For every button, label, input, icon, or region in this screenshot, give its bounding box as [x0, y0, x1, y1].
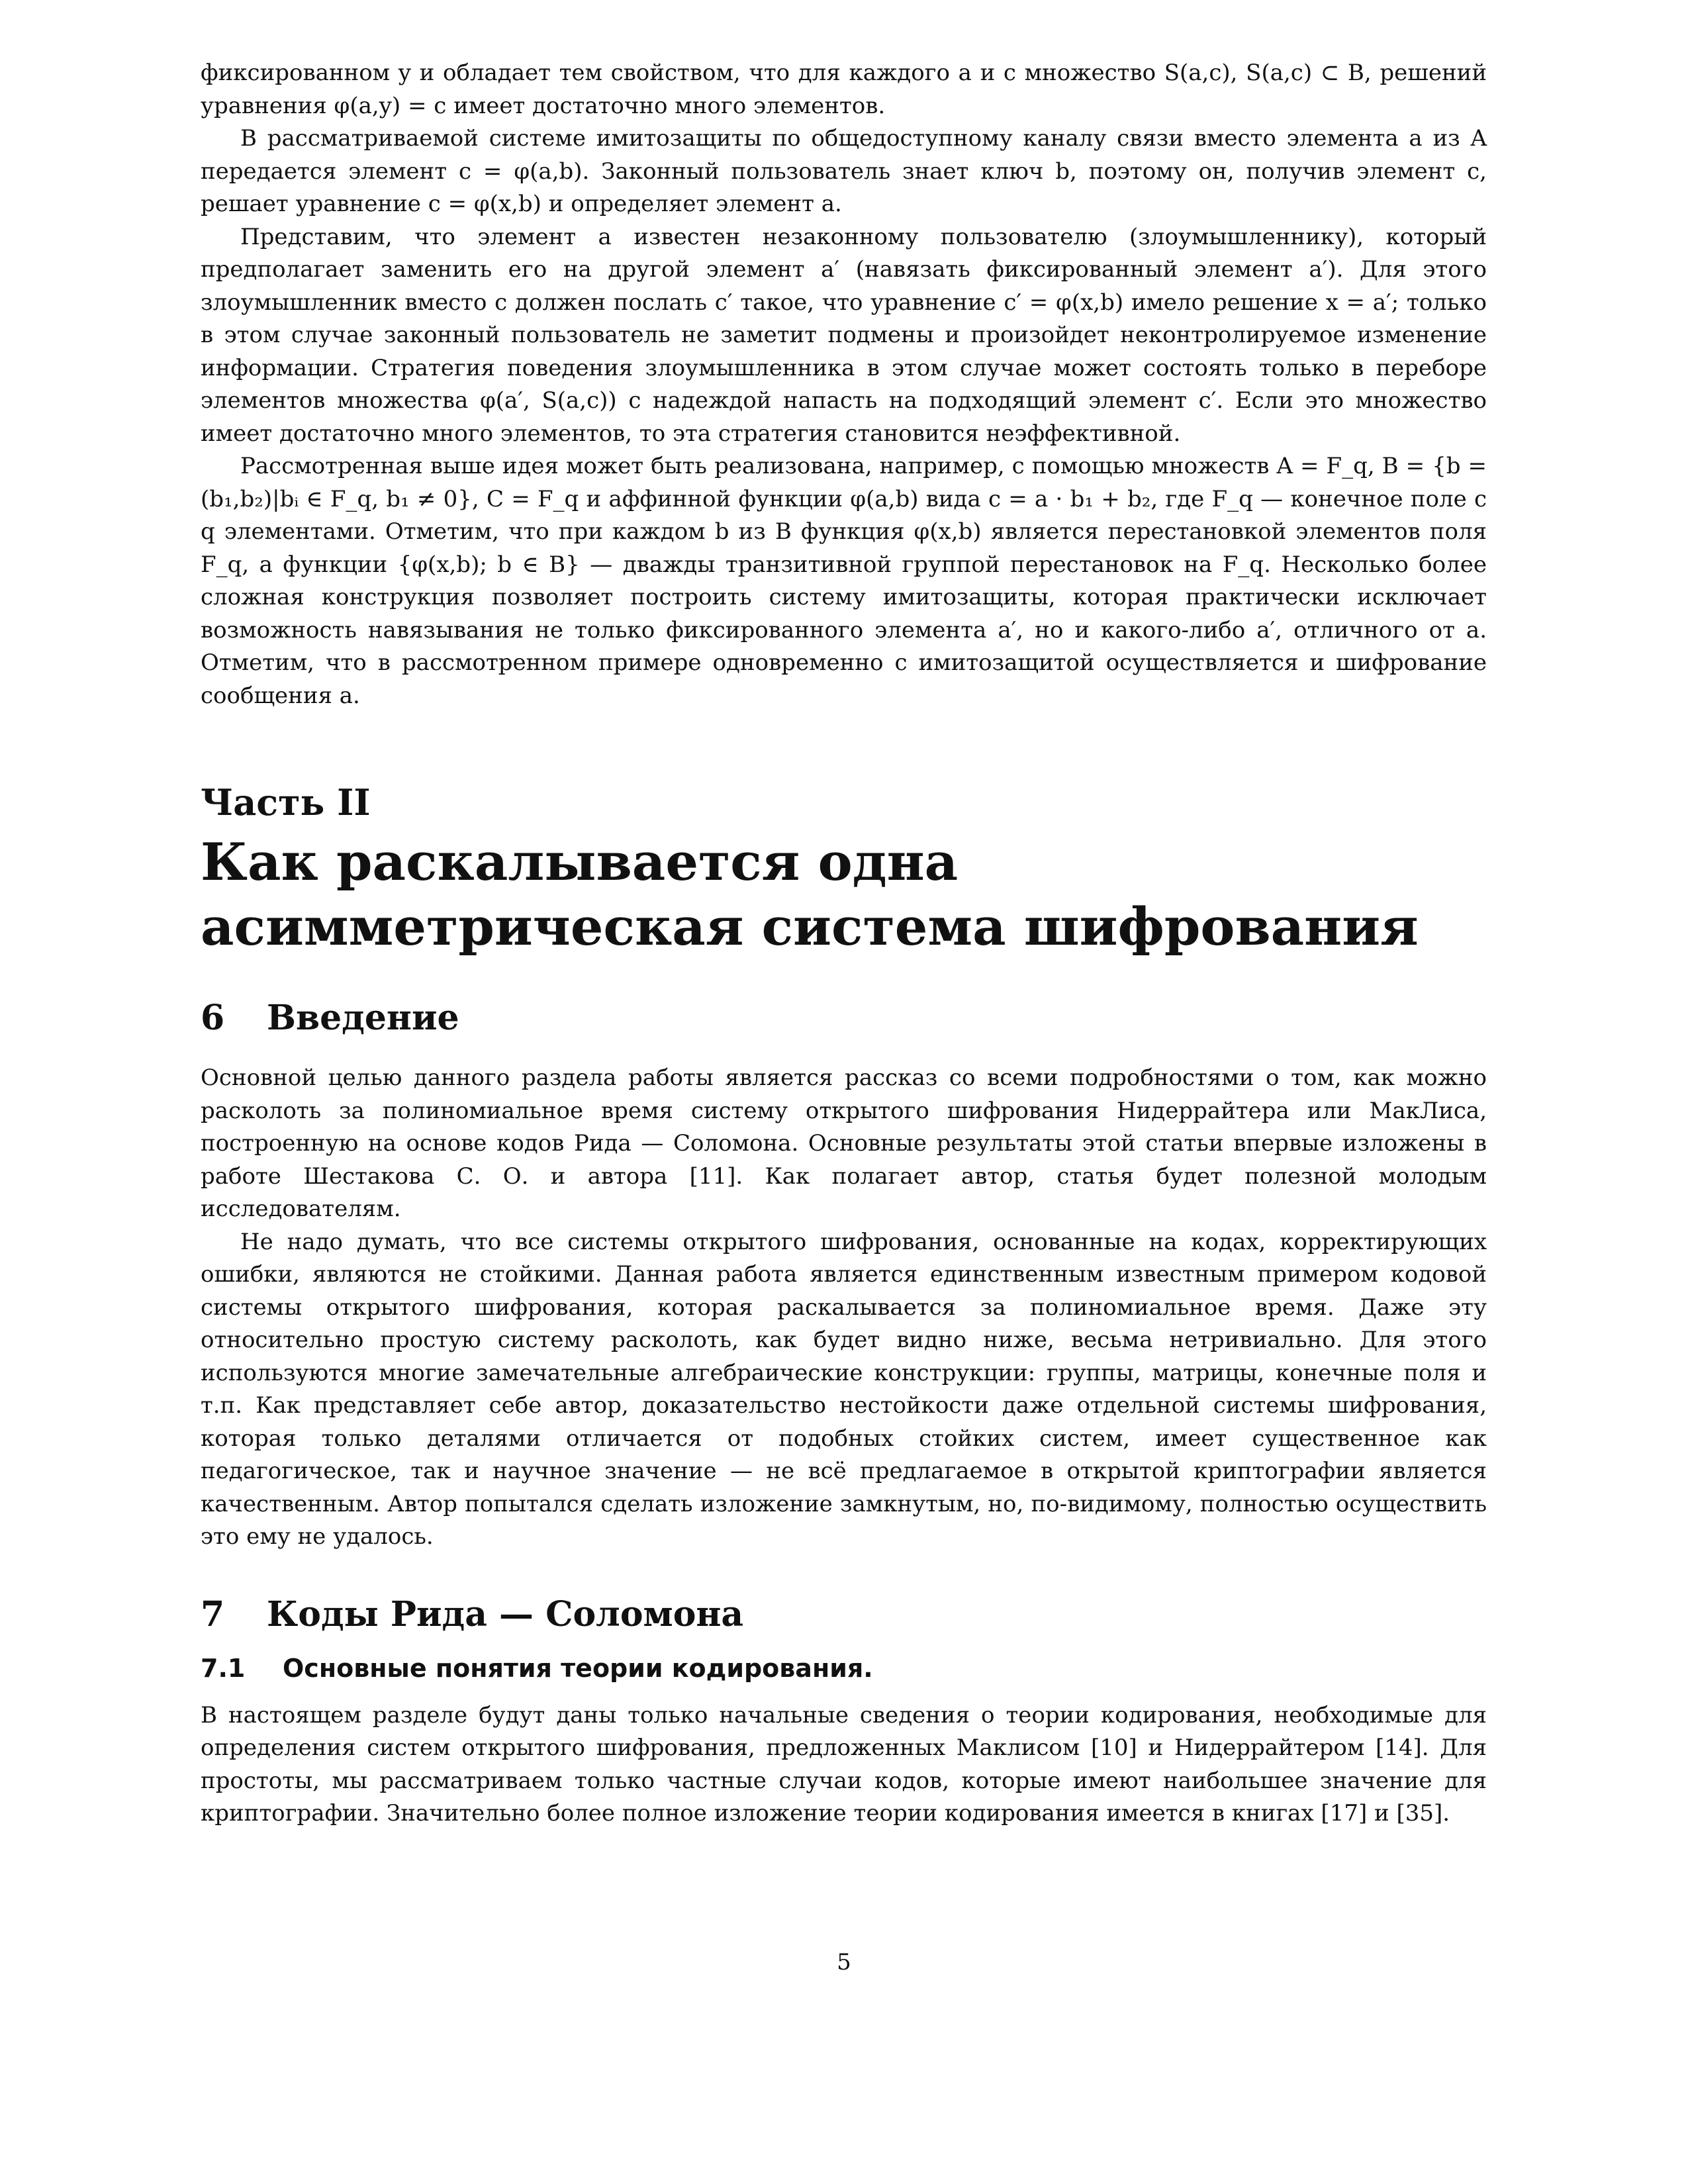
section-number: 7 [201, 1593, 225, 1635]
page-content [201, 57, 1487, 1830]
paragraph-attacker-strategy: Представим, что элемент a известен незаконному пользователю (злоумышленнику), который предполагает заменить его на другой элемент a′ (навязать фиксированный элемент a′). Для этого злоумышленник вместо c должен послать c′ такое, что уравнение c′ = φ(x,b) имело решение x = a′; только в этом случае законный пользователь не заметит подмены и произойдет неконтролируемое изменение информации. Стратегия поведения злоумышленника в этом случае может состоять только в переборе элементов множества φ(a′, S(a,c)) с надеждой напасть на подходящий элемент c′. Если это множество имеет достаточно много элементов, то эта стратегия становится неэффективной. [201, 223, 1487, 447]
paragraph-affine-example: Рассмотренная выше идея может быть реализована, например, с помощью множеств A = F_q, B = {b = (b₁,b₂)|bᵢ ∈ F_q, b₁ ≠ 0}, C = F_q и аффинной функции φ(a,b) вида c = a · b₁ + b₂, где F_q — конечное поле с q элементами. Отметим, что при каждом b из B функция φ(x,b) является перестановкой элементов поля F_q, а функции {φ(x,b); b ∈ B} — дважды транзитивной группой перестановок на F_q. Несколько более сложная конструкция позволяет построить систему имитозащиты, которая практически исключает возможность навязывания не только фиксированного элемента a′, но и какого-либо a′, отличного от a. Отметим, что в рассмотренном примере одновременно с имитозащитой осуществляется и шифрование сообщения a. [201, 453, 1487, 709]
paragraph-imitation-protection: В рассматриваемой системе имитозащиты по общедоступному каналу связи вместо элемента a из A передается элемент c = φ(a,b). Законный пользователь знает ключ b, поэтому он, получив элемент c, решает уравнение c = φ(x,b) и определяет элемент a. [201, 125, 1487, 217]
subsection-number: 7.1 [201, 1653, 246, 1683]
section-title: Введение [267, 998, 459, 1038]
paragraph-intro-goal: Основной целью данного раздела работы является рассказ со всеми подробностями о том, как можно расколоть за полиномиальное время систему открытого шифрования Нидеррайтера или МакЛиса, построенную на основе кодов Рида — Соломона. Основные результаты этой статьи впервые изложены в работе Шестакова С. О. и автора [11]. Как полагает автор, статья будет полезной молодым исследователям. [201, 1065, 1487, 1222]
part-label: Часть II [201, 781, 371, 824]
section-number: 6 [201, 998, 225, 1038]
paragraph-coding-basics: В настоящем разделе будут даны только начальные сведения о теории кодирования, необходимые для определения систем открытого шифрования, предложенных Маклисом [10] и Нидеррайтером [14]. Для простоты, мы рассматриваем только частные случаи кодов, которые имеют наибольшее значение для криптографии. Значительно более полное изложение теории кодирования имеется в книгах [17] и [35]. [201, 1701, 1487, 1827]
page-number: 5 [837, 1949, 851, 1975]
part-title: Как раскалывается одна асимметрическая система шифрования [201, 832, 1419, 957]
section-heading-7 [201, 1593, 1487, 1636]
subsection-title: Основные понятия теории кодирования. [283, 1653, 873, 1683]
section-heading-6 [201, 997, 1487, 1039]
paragraph-intro-context: Не надо думать, что все системы открытого шифрования, основанные на кодах, корректирующих ошибки, являются не стойкими. Данная работа является единственным известным примером кодовой системы открытого шифрования, которая раскалывается за полиномиальное время. Даже эту относительно простую систему расколоть, как будет видно ниже, весьма нетривиально. Для этого используются многие замечательные алгебраические конструкции: группы, матрицы, конечные поля и т.п. Как представляет себе автор, доказательство нестойкости даже отдельной системы шифрования, которая только деталями отличается от подобных стойких систем, имеет существенное как педагогическое, так и научное значение — не всё предлагаемое в открытой криптографии является качественным. Автор попытался сделать изложение замкнутым, но, по-видимому, полностью осуществить это ему не удалось. [201, 1228, 1487, 1550]
subsection-heading-7-1 [201, 1652, 1487, 1685]
paragraph-continuation: фиксированном y и обладает тем свойством, что для каждого a и c множество S(a,c), S(a,c) ⊂ B, решений уравнения φ(a,y) = c имеет достаточно много элементов. [201, 60, 1487, 119]
section-title: Коды Рида — Соломона [267, 1593, 744, 1635]
